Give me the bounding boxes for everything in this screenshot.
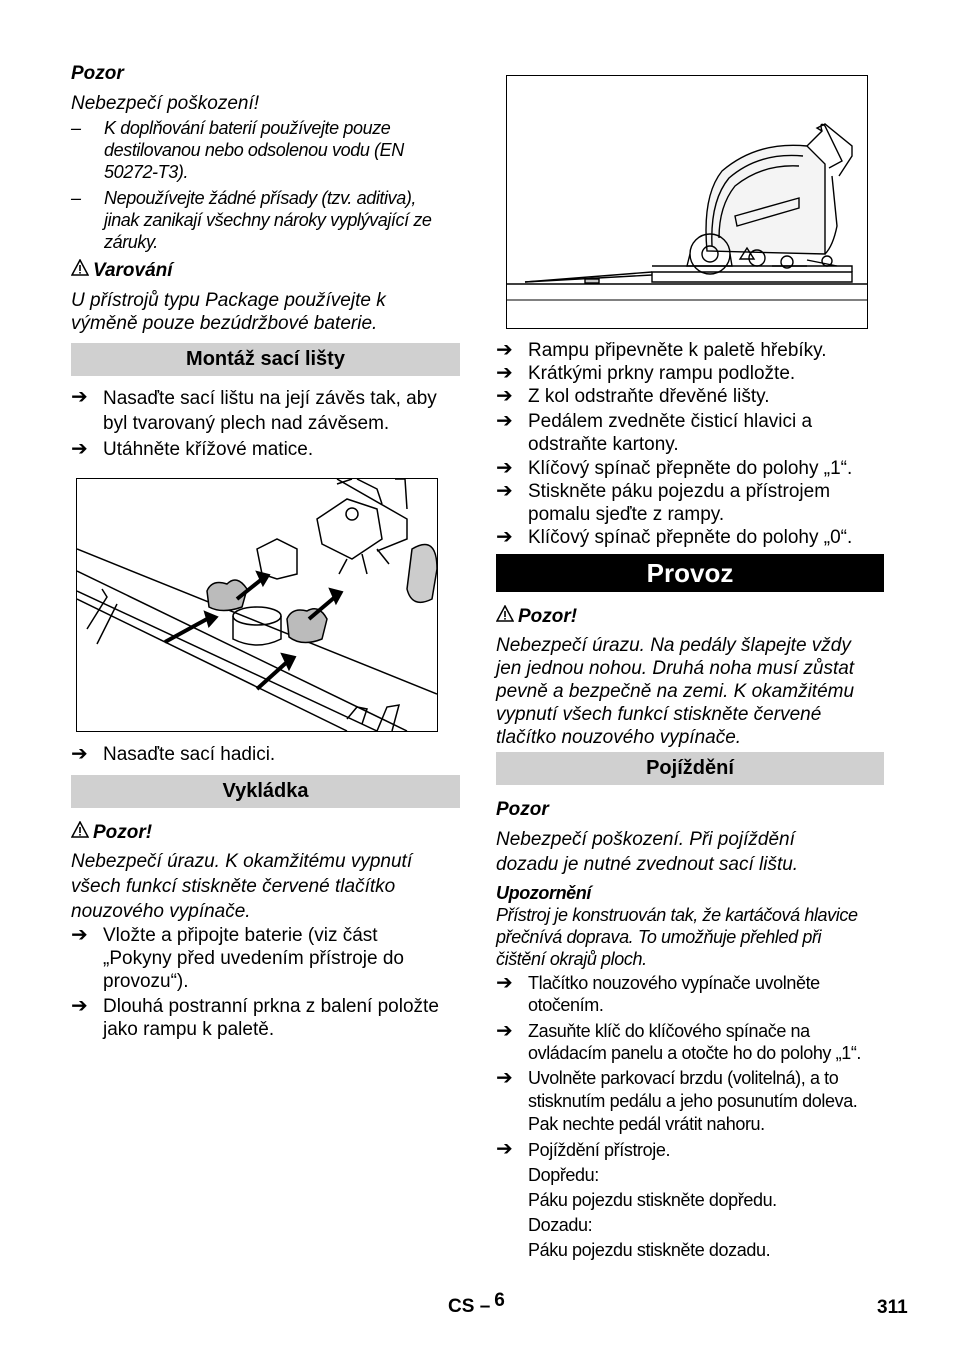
instruction-step (496, 457, 896, 480)
instruction-step (496, 526, 896, 549)
pozor3-line: jen jednou nohou. Druhá noha musí zůstat (496, 658, 855, 679)
instruction-step (496, 480, 896, 526)
section-heading-vykladka: Vykládka (71, 775, 460, 808)
pozor3-line: pevně a bezpečně na zemi. K okamžitému (496, 681, 855, 702)
varovani-title-row (71, 259, 173, 282)
dash-line: jinak zanikají všechny nároky vyplývající ze (104, 210, 432, 230)
instruction-step (71, 438, 466, 461)
instruction-step (496, 410, 896, 456)
upozorneni-line: přečnívá doprava. To umožňuje přehled při (496, 927, 822, 947)
pozor4-line: dozadu je nutné zvednout sací lištu. (496, 854, 799, 875)
pozor3-line: vypnutí všech funkcí stiskněte červené (496, 704, 822, 725)
arrow-right-icon: ➔ (71, 995, 88, 1017)
instruction-step (496, 1020, 906, 1064)
upozorneni-text (496, 904, 858, 970)
pozor2-line: všech funkcí stiskněte červené tlačítko (71, 876, 396, 897)
arrow-right-icon: ➔ (71, 743, 88, 765)
step-line: Páku pojezdu stiskněte dozadu. (528, 1240, 771, 1260)
warning-triangle-icon (71, 259, 93, 282)
footer-dash: – (479, 1296, 491, 1317)
dash-line: destilovanou nebo odsolenou vodu (EN (104, 140, 404, 160)
dash-item (71, 117, 461, 183)
step-line: Pojíždění přístroje. (528, 1140, 671, 1160)
pozor3-title-row (496, 605, 577, 628)
dash-line: Nepoužívejte žádné přísady (tzv. aditiva), (104, 188, 417, 208)
pozor2-title-row (71, 821, 152, 844)
step-line: byl tvarovaný plech nad závěsem. (103, 413, 390, 434)
instruction-step (496, 385, 896, 408)
section-heading-montaz: Montáž sací lišty (71, 343, 460, 376)
step-line: Klíčový spínač přepněte do polohy „1“. (528, 458, 853, 479)
step-line: stisknutím pedálu a jeho posunutím doleva. (528, 1091, 858, 1111)
varovani-line: výměně pouze bezúdržbové baterie. (71, 313, 378, 334)
varovani-text (71, 289, 386, 335)
instruction-step (496, 1067, 906, 1136)
arrow-right-icon: ➔ (71, 386, 88, 408)
step-line: otočením. (528, 995, 604, 1015)
instruction-step (496, 339, 896, 362)
pozor3-line: tlačítko nouzového vypínače. (496, 727, 742, 748)
dash-line: 50272-T3). (104, 162, 189, 182)
step-line: Dlouhá postranní prkna z balení položte (103, 996, 439, 1017)
pozor4-title: Pozor (496, 799, 549, 820)
arrow-right-icon: ➔ (71, 924, 88, 946)
arrow-right-icon: ➔ (496, 1138, 513, 1160)
step-line: Uvolněte parkovací brzdu (volitelná), a to (528, 1068, 839, 1088)
arrow-right-icon: ➔ (496, 385, 513, 407)
upozorneni-line: čištění okrajů ploch. (496, 949, 647, 969)
instruction-step (71, 924, 466, 993)
step-line: Klíčový spínač přepněte do polohy „0“. (528, 527, 853, 548)
step-line: provozu“). (103, 971, 189, 992)
step-line: Páku pojezdu stiskněte dopředu. (528, 1190, 777, 1210)
arrow-right-icon: ➔ (496, 410, 513, 432)
pozor4-text (496, 827, 798, 877)
upozorneni-title: Upozornění (496, 883, 591, 903)
arrow-right-icon: ➔ (496, 362, 513, 384)
step-line: Utáhněte křížové matice. (103, 439, 314, 460)
instruction-step (71, 386, 466, 436)
section-heading-provoz: Provoz (496, 554, 884, 592)
instruction-step (71, 743, 466, 766)
step-line: Stiskněte páku pojezdu a přístrojem (528, 481, 831, 502)
machine-ramp-illustration (506, 75, 868, 329)
step-line: jako rampu k paletě. (103, 1019, 275, 1040)
step-line: Nasaďte sací hadici. (103, 744, 276, 765)
pozor3-title: Pozor! (518, 606, 578, 627)
footer-page-local: 6 (494, 1290, 505, 1311)
varovani-title: Varování (93, 260, 173, 281)
footer-page-total: 311 (877, 1297, 908, 1318)
footer-lang: CS (448, 1296, 475, 1317)
pozor2-title: Pozor! (93, 822, 153, 843)
arrow-right-icon: ➔ (496, 972, 513, 994)
step-line: Pedálem zvedněte čisticí hlavici a (528, 411, 813, 432)
arrow-right-icon: ➔ (496, 1067, 513, 1089)
pozor3-text (496, 634, 854, 749)
instruction-step (496, 972, 906, 1016)
section-heading-pojizdeni: Pojíždění (496, 752, 884, 785)
dash-bullet: – (71, 118, 81, 138)
arrow-right-icon: ➔ (496, 526, 513, 548)
dash-line: K doplňování baterií používejte pouze (104, 118, 391, 138)
warning-triangle-icon (496, 605, 518, 628)
step-line: odstraňte kartony. (528, 434, 679, 455)
arrow-right-icon: ➔ (496, 457, 513, 479)
dash-bullet: – (71, 188, 81, 208)
suction-bar-illustration (76, 478, 438, 732)
step-line: Krátkými prkny rampu podložte. (528, 363, 796, 384)
step-line: Rampu připevněte k paletě hřebíky. (528, 340, 827, 361)
step-line: Vložte a připojte baterie (viz část (103, 925, 378, 946)
arrow-right-icon: ➔ (496, 339, 513, 361)
dash-line: záruky. (104, 232, 158, 252)
footer-page-label (448, 1290, 505, 1318)
step-line: Dopředu: (528, 1165, 599, 1185)
arrow-right-icon: ➔ (496, 480, 513, 502)
pozor-title: Pozor (71, 63, 124, 84)
instruction-step (71, 995, 466, 1041)
varovani-line: U přístrojů typu Package používejte k (71, 290, 386, 311)
pozor3-line: Nebezpečí úrazu. Na pedály šlapejte vždy (496, 635, 851, 656)
step-line: Zasuňte klíč do klíčového spínače na (528, 1021, 810, 1041)
step-line: Pak nechte pedál vrátit nahoru. (528, 1114, 765, 1134)
pozor4-line: Nebezpečí poškození. Při pojíždění (496, 829, 795, 850)
pozor-text: Nebezpečí poškození! (71, 93, 260, 114)
step-line: ovládacím panelu a otočte ho do polohy „1“. (528, 1043, 862, 1063)
arrow-right-icon: ➔ (71, 438, 88, 460)
arrow-right-icon: ➔ (496, 1020, 513, 1042)
step-line: Nasaďte sací lištu na její závěs tak, aby (103, 388, 437, 409)
warning-triangle-icon (71, 821, 93, 844)
step-line: „Pokyny před uvedením přístroje do (103, 948, 404, 969)
step-line: Dozadu: (528, 1215, 593, 1235)
dash-item (71, 187, 461, 253)
step-line: pomalu sjeďte z rampy. (528, 504, 725, 525)
pozor2-line: Nebezpečí úrazu. K okamžitému vypnutí (71, 851, 413, 872)
ramp-steps (496, 339, 896, 549)
step-line: Z kol odstraňte dřevěné lišty. (528, 386, 770, 407)
pozor2-text (71, 849, 412, 924)
upozorneni-line: Přístroj je konstruován tak, že kartáčová hlavice (496, 905, 858, 925)
instruction-step (496, 362, 896, 385)
instruction-step (496, 1138, 906, 1263)
pozor2-line: nouzového vypínače. (71, 901, 251, 922)
step-line: Tlačítko nouzového vypínače uvolněte (528, 973, 820, 993)
